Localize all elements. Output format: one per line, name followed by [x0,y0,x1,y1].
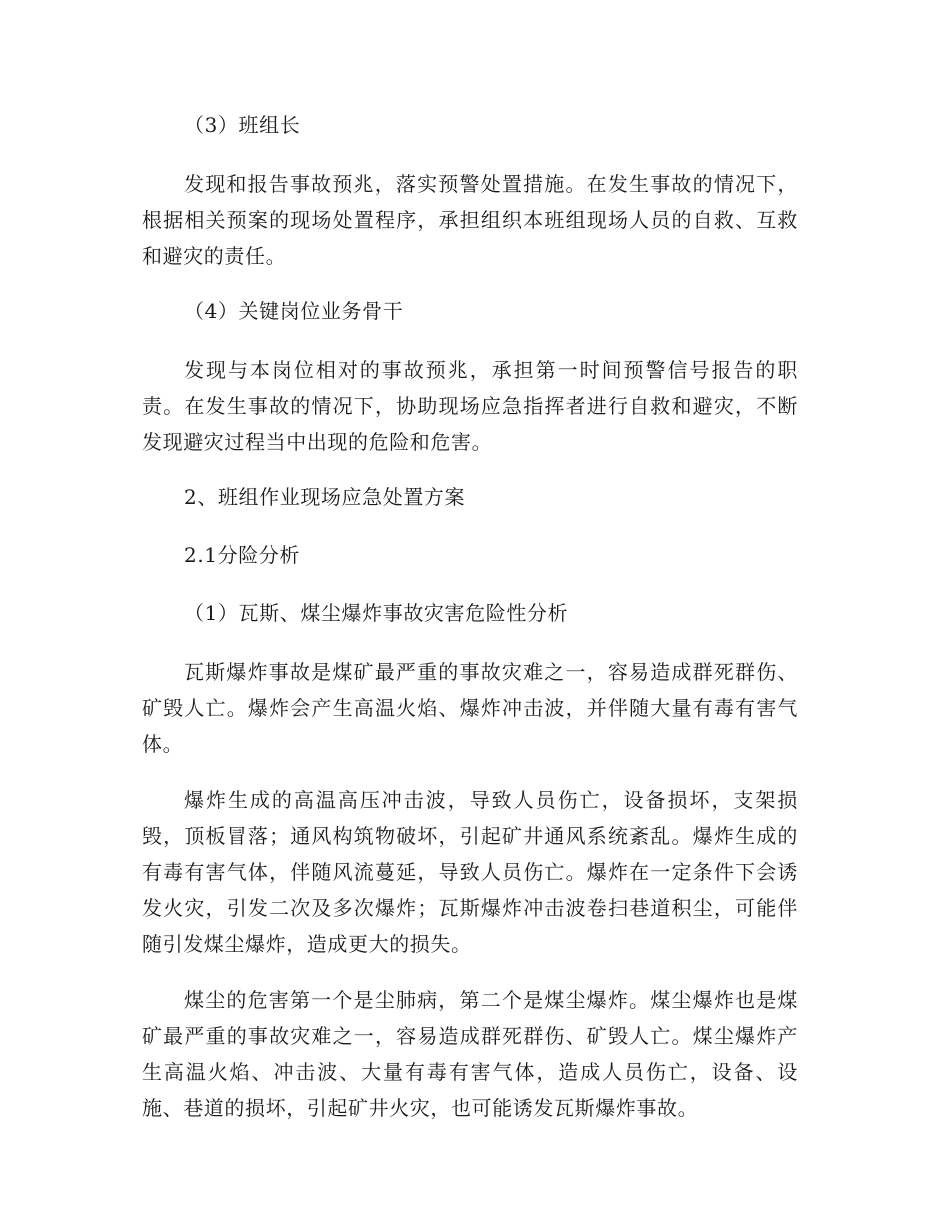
heading-section-2: 2、班组作业现场应急处置方案 [184,485,466,509]
paragraph-team-leader-duties: 发现和报告事故预兆，落实预警处置措施。在发生事故的情况下，根据相关预案的现场处置程序，承担组织本班组现场人员的自救、互救和避灾的责任。 [142,172,798,268]
paragraph-coal-dust-hazards: 煤尘的危害第一个是尘肺病，第二个是煤尘爆炸。煤尘爆炸也是煤矿最严重的事故灾难之一，容易造成群死群伤、矿毁人亡。煤尘爆炸产生高温火焰、冲击波、大量有毒有害气体，造成人员伤亡，设备、设施、巷道的损坏，引起矿井火灾，也可能诱发瓦斯爆炸事故。 [142,988,798,1120]
heading-section-2-1: 2.1分险分析 [184,543,301,567]
paragraph-gas-explosion: 瓦斯爆炸事故是煤矿最严重的事故灾难之一，容易造成群死群伤、矿毁人亡。爆炸会产生高温火焰、爆炸冲击波，并伴随大量有毒有害气体。 [142,660,798,756]
heading-team-leader: （3）班组长 [184,113,301,137]
paragraph-explosion-effects: 爆炸生成的高温高压冲击波，导致人员伤亡，设备损坏，支架损毁，顶板冒落；通风构筑物破坏，引起矿井通风系统紊乱。爆炸生成的有毒有害气体，伴随风流蔓延，导致人员伤亡。爆炸在一定条件下会诱发火灾，引发二次及多次爆炸；瓦斯爆炸冲击波卷扫巷道积尘，可能伴随引发煤尘爆炸，造成更大的损失。 [142,788,798,956]
paragraph-key-staff-duties: 发现与本岗位相对的事故预兆，承担第一时间预警信号报告的职责。在发生事故的情况下，协助现场应急指挥者进行自救和避灾，不断发现避灾过程当中出现的危险和危害。 [142,358,798,454]
heading-key-staff: （4）关键岗位业务骨干 [184,299,404,323]
document-body [142,108,798,1146]
heading-gas-dust-explosion: （1）瓦斯、煤尘爆炸事故灾害危险性分析 [184,601,569,625]
